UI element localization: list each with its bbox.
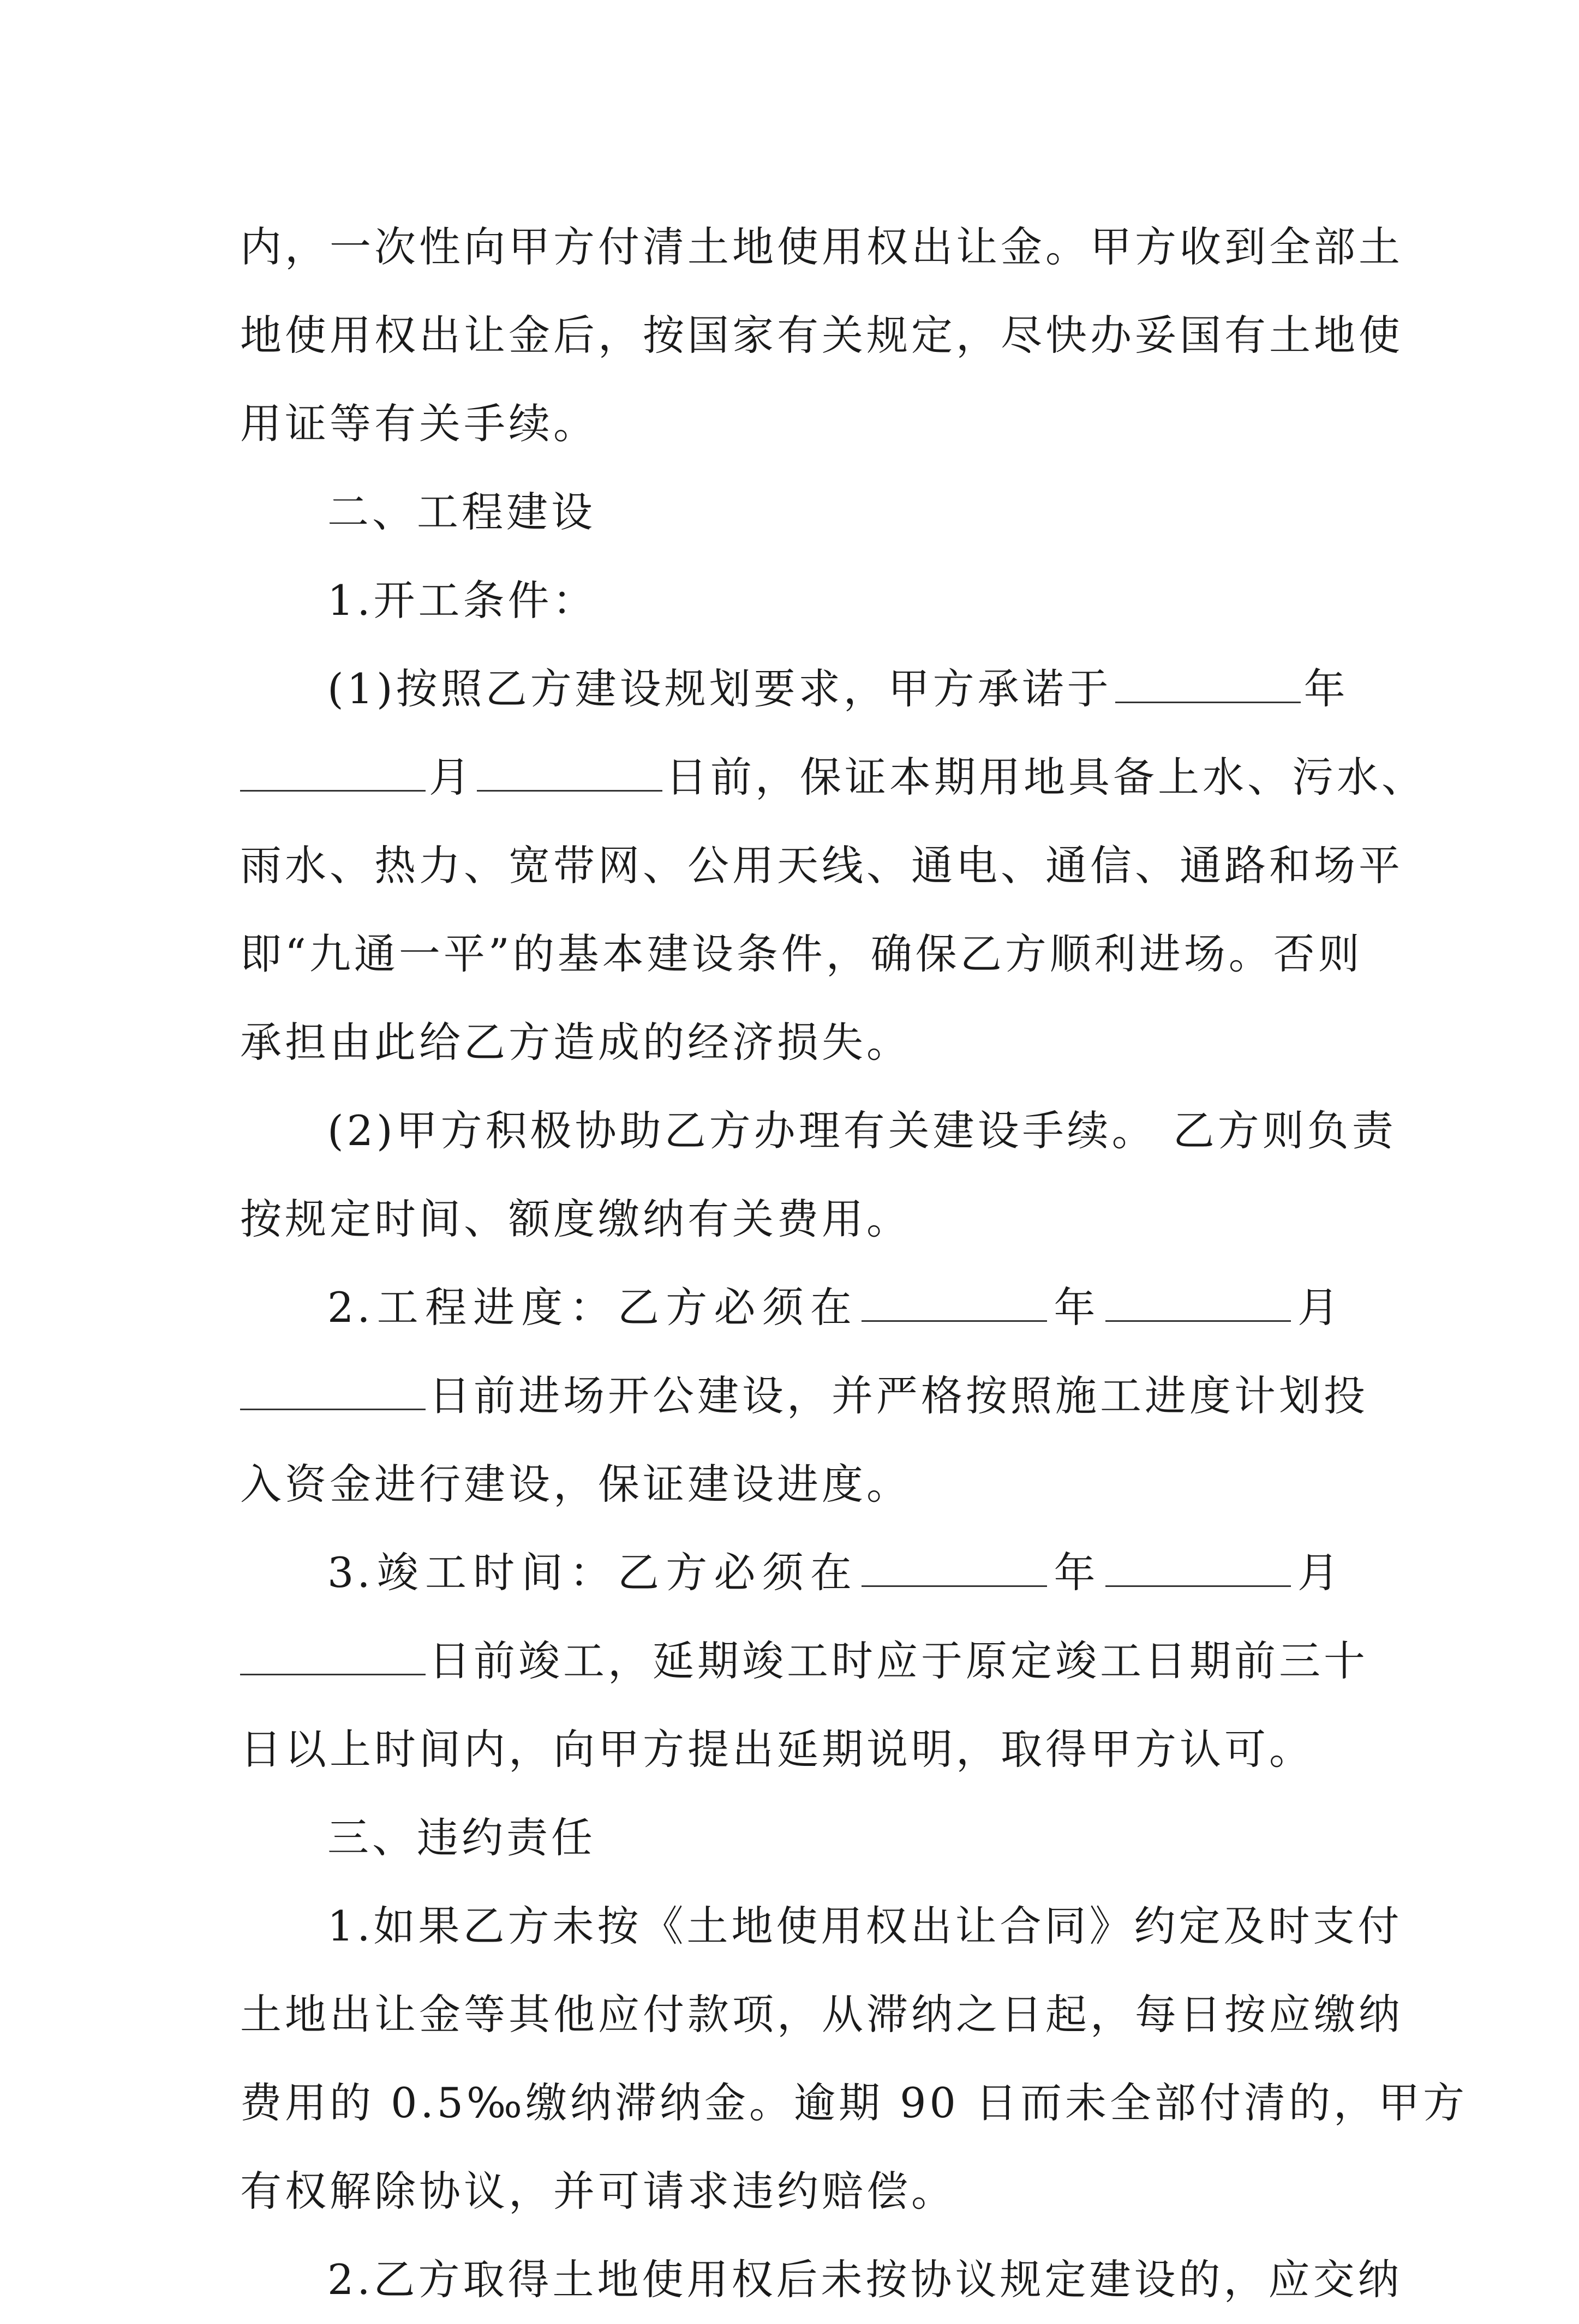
clause-text: 月 [1294,1283,1342,1332]
clause-text: 日前进场开公建设，并严格按照施工进度计划投 [429,1371,1368,1420]
fill-blank [477,752,662,792]
clause-text: 月 [429,753,474,801]
progress-line [240,1352,1368,1440]
clause-line: 按规定时间、额度缴纳有关费用。 [240,1195,911,1243]
clause-line: (2)甲方积极协助乙方办理有关建设手续。 乙方则负责 [327,1106,1397,1155]
clause-line: 雨水、热力、宽带网、公用天线、通电、通信、通路和场平 [240,841,1403,890]
completion-line [240,1617,1368,1705]
subsection-start-conditions: 1.开工条件： [327,576,597,625]
clause-text: 年 [1050,1283,1102,1332]
fill-blank [1105,1282,1291,1322]
clause-text: 日前，保证本期用地具备上水、污水、 [666,753,1426,801]
progress-line: 入资金进行建设，保证建设进度。 [240,1460,911,1508]
fill-blank [240,1370,426,1410]
fill-blank [862,1282,1047,1322]
clause-line: 承担由此给乙方造成的经济损失。 [240,1018,911,1067]
clause-line [240,733,1426,822]
fill-blank [862,1547,1047,1587]
liability-line: 2.乙方取得土地使用权后未按协议规定建设的，应交纳 [327,2255,1403,2304]
fill-blank [240,752,426,792]
clause-text: (1)按照乙方建设规划要求，甲方承诺于 [327,664,1112,713]
fill-blank [1105,1547,1291,1587]
clause-line: 即“九通一平”的基本建设条件，确保乙方顺利进场。否则 [240,930,1363,978]
liability-line: 费用的 0.5‰缴纳滞纳金。逾期 90 日而未全部付清的，甲方 [240,2079,1468,2127]
clause-text: 月 [1294,1548,1342,1597]
clause-text: 年 [1050,1548,1102,1597]
clause-text: 3.竣工时间：乙方必须在 [327,1548,859,1597]
clause-text: 年 [1303,664,1349,713]
clause-line [240,645,1349,733]
completion-line [240,1529,1342,1617]
document-page [240,203,1468,2324]
liability-line: 有权解除协议，并可请求违约赔偿。 [240,2167,956,2215]
clause-text: 日前竣工，延期竣工时应于原定竣工日期前三十 [429,1637,1368,1685]
section-heading-engineering: 二、工程建设 [327,488,596,536]
progress-line [240,1263,1342,1352]
section-heading-liability: 三、违约责任 [327,1813,596,1862]
liability-line: 1.如果乙方未按《土地使用权出让合同》约定及时支付 [327,1902,1403,1950]
liability-line: 土地出让金等其他应付款项，从滞纳之日起，每日按应缴纳 [240,1990,1403,2039]
fill-blank [1115,663,1301,703]
clause-text: 2.工程进度：乙方必须在 [327,1283,859,1332]
paragraph-line: 内，一次性向甲方付清土地使用权出让金。甲方收到全部土 [240,223,1403,271]
paragraph-line: 地使用权出让金后，按国家有关规定，尽快办妥国有土地使 [240,311,1403,360]
fill-blank [240,1636,426,1675]
completion-line: 日以上时间内，向甲方提出延期说明，取得甲方认可。 [240,1725,1314,1774]
paragraph-line: 用证等有关手续。 [240,399,598,448]
